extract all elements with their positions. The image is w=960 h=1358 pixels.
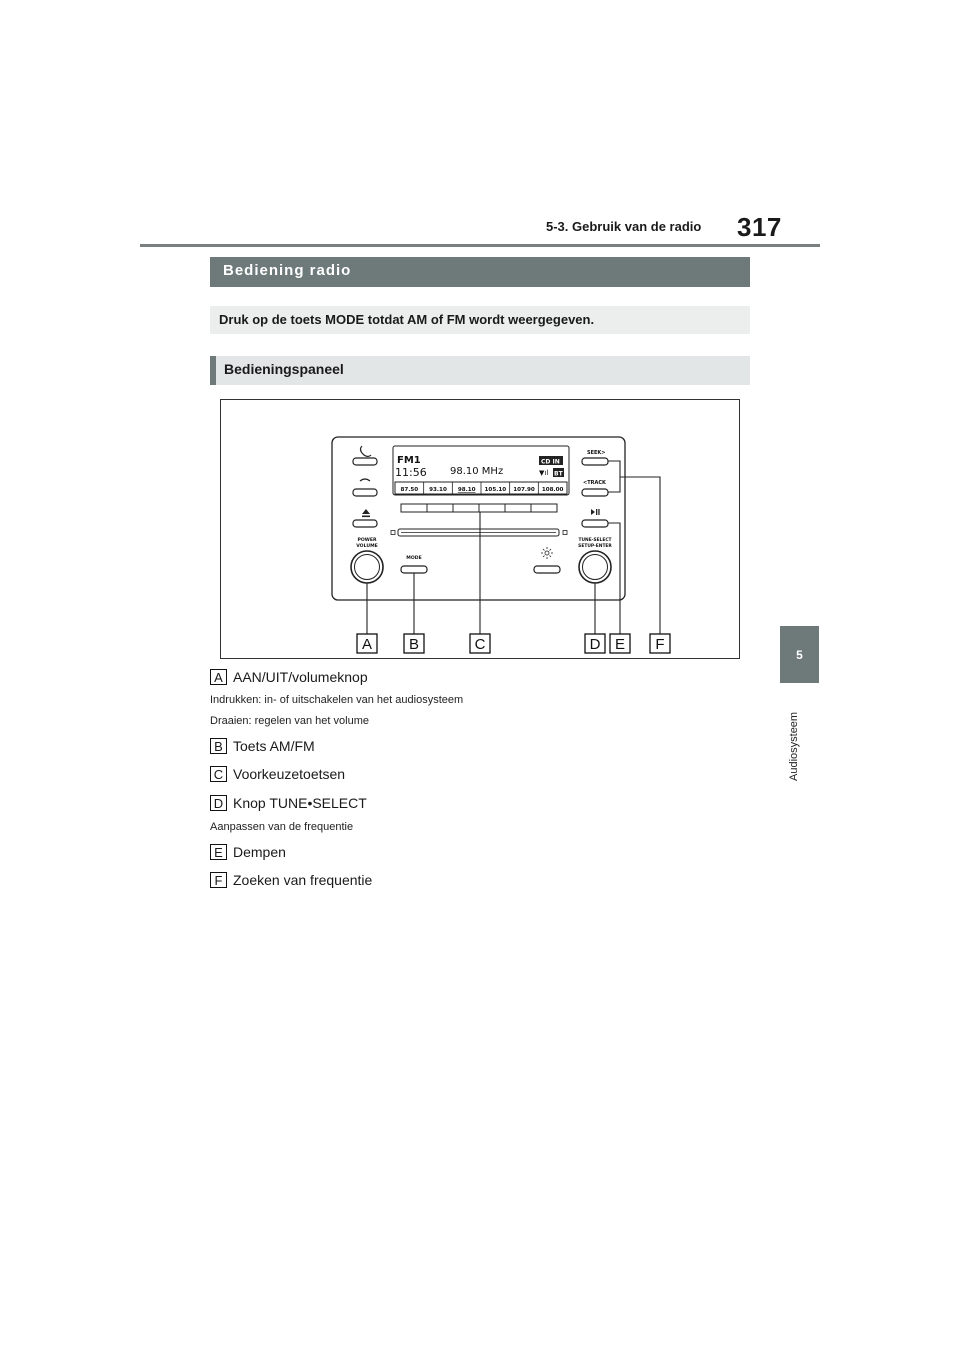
legend-label-a: AAN/UIT/volumeknop: [233, 669, 368, 685]
legend-item-c: [210, 766, 345, 782]
volume-label: VOLUME: [356, 544, 378, 549]
callout-letter: B: [408, 636, 420, 653]
chapter-tab[interactable]: [780, 626, 819, 683]
legend-badge-d: D: [210, 795, 227, 811]
seek-button[interactable]: [582, 458, 608, 465]
legend-badge-a: A: [210, 669, 227, 685]
brightness-button[interactable]: [534, 566, 560, 573]
preset-button[interactable]: [401, 504, 427, 512]
preset-label: 108.00: [541, 487, 564, 493]
subtitle: Bedieningspaneel: [224, 361, 344, 377]
callout-letter: F: [655, 636, 665, 653]
legend-badge-f: F: [210, 872, 227, 888]
legend-detail-d1: Aanpassen van de frequentie: [210, 821, 354, 833]
preset-button[interactable]: [453, 504, 479, 512]
setup-enter-label: SETUP·ENTER: [578, 544, 612, 549]
preset-button[interactable]: [531, 504, 557, 512]
legend-item-d: [210, 795, 367, 811]
preset-buttons: [401, 504, 557, 512]
preset-label: 107.90: [513, 487, 535, 493]
legend-label-d: Knop TUNE•SELECT: [233, 795, 367, 811]
eject-button[interactable]: [353, 520, 377, 527]
power-label: POWER: [357, 538, 377, 543]
legend-badge-b: B: [210, 738, 227, 754]
callout-letter: D: [589, 636, 601, 653]
tune-select-label: TUNE·SELECT: [578, 538, 612, 543]
callout-labels: [357, 634, 670, 653]
subtitle-bar: [210, 356, 750, 385]
callout-letter: C: [474, 636, 486, 653]
legend-item-a: [210, 669, 368, 685]
chapter-name: Audiosysteem: [788, 711, 800, 781]
control-panel-figure: [220, 399, 740, 659]
preset-label: 98.10: [457, 487, 476, 493]
callout-letter: A: [361, 636, 373, 653]
legend-badge-e: E: [210, 844, 227, 860]
preset-label: 105.10: [484, 487, 507, 493]
callout-letter: E: [614, 636, 626, 653]
preset-label: 87.50: [400, 487, 419, 493]
legend-label-f: Zoeken van frequentie: [233, 872, 373, 888]
track-button[interactable]: [582, 489, 608, 496]
mode-label: MODE: [406, 556, 422, 561]
legend-label-c: Voorkeuzetoetsen: [233, 766, 346, 782]
legend-detail-a2: Draaien: regelen van het volume: [210, 715, 369, 727]
play-pause-button[interactable]: [582, 520, 608, 527]
legend-detail-a1: Indrukken: in- of uitschakelen van het audiosysteem: [210, 694, 464, 706]
legend-item-b: [210, 738, 315, 754]
legend-item-e: [210, 844, 286, 860]
display-frequency: 98.10 MHz: [450, 466, 504, 477]
section-header: 5-3. Gebruik van de radio: [546, 219, 702, 234]
track-label: <TRACK: [583, 480, 606, 486]
preset-button[interactable]: [427, 504, 453, 512]
indicator-bt-text: BT: [554, 470, 563, 478]
chapter-label: [786, 695, 804, 783]
display-time: 11:56: [395, 466, 427, 479]
chapter-number: 5: [796, 647, 803, 662]
note-box: [210, 306, 750, 334]
legend-label-e: Dempen: [233, 844, 286, 860]
seek-label: SEEK>: [587, 450, 606, 456]
preset-button[interactable]: [479, 504, 505, 512]
phone-end-button[interactable]: [353, 489, 377, 496]
tune-select-knob-inner: [583, 555, 608, 580]
note-text: Druk op de toets MODE totdat AM of FM wordt weergegeven.: [219, 312, 595, 327]
phone-call-button[interactable]: [353, 458, 377, 465]
legend-label-b: Toets AM/FM: [233, 738, 315, 754]
legend-item-f: [210, 872, 372, 888]
title-bar: [210, 257, 750, 287]
page-number: 317: [737, 212, 782, 242]
mode-button[interactable]: [401, 566, 427, 573]
legend-badge-c: C: [210, 766, 227, 782]
indicator-cd-text: CD IN: [541, 458, 560, 466]
signal-icon: ▼ıl: [539, 469, 549, 477]
header-rule: [140, 244, 820, 247]
preset-label: 93.10: [429, 487, 447, 493]
display-band: FM1: [397, 455, 421, 466]
power-volume-knob-inner: [355, 555, 380, 580]
page-title: Bediening radio: [223, 262, 352, 279]
control-panel-illustration: [221, 400, 739, 658]
preset-button[interactable]: [505, 504, 531, 512]
